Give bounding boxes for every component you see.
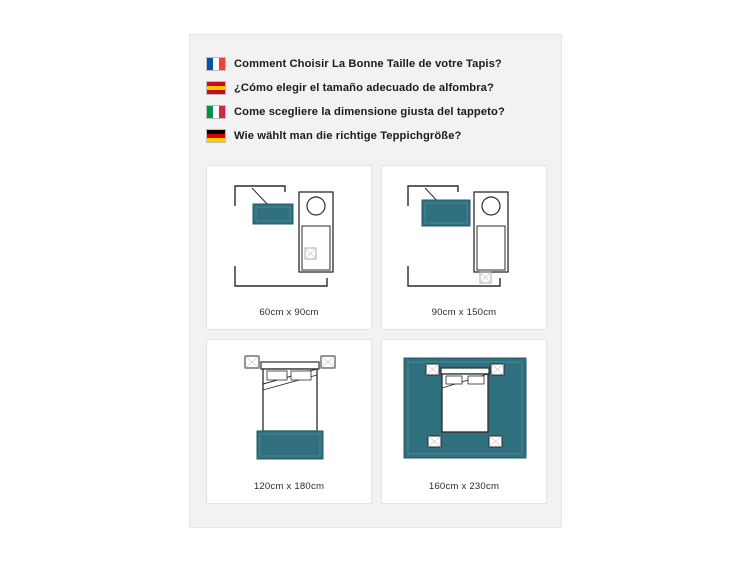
card-90x150 <box>381 165 547 330</box>
card-120x180 <box>206 339 372 504</box>
title-row-italian <box>206 105 547 119</box>
title-text-french: Comment Choisir La Bonne Taille de votre Tapis? <box>234 58 502 70</box>
title-row-french <box>206 57 547 71</box>
caption-160x230: 160cm x 230cm <box>428 481 500 492</box>
title-text-german: Wie wählt man die richtige Teppichgröße? <box>234 130 462 142</box>
flag-italy-icon <box>206 105 226 119</box>
caption-120x180: 120cm x 180cm <box>253 481 325 492</box>
diagram-160x230 <box>382 340 546 474</box>
title-block <box>206 57 547 153</box>
title-text-italian: Come scegliere la dimensione giusta del tappeto? <box>234 106 505 118</box>
diagram-60x90 <box>207 166 371 300</box>
diagram-grid <box>206 165 547 504</box>
title-row-spanish <box>206 81 547 95</box>
diagram-120x180 <box>207 340 371 474</box>
flag-france-icon <box>206 57 226 71</box>
caption-60x90: 60cm x 90cm <box>259 307 319 318</box>
title-text-spanish: ¿Cómo elegir el tamaño adecuado de alfombra? <box>234 82 494 94</box>
flag-spain-icon <box>206 81 226 95</box>
content-panel <box>189 34 562 528</box>
card-60x90 <box>206 165 372 330</box>
card-160x230 <box>381 339 547 504</box>
title-row-german <box>206 129 547 143</box>
flag-germany-icon <box>206 129 226 143</box>
caption-90x150: 90cm x 150cm <box>431 307 497 318</box>
diagram-90x150 <box>382 166 546 300</box>
